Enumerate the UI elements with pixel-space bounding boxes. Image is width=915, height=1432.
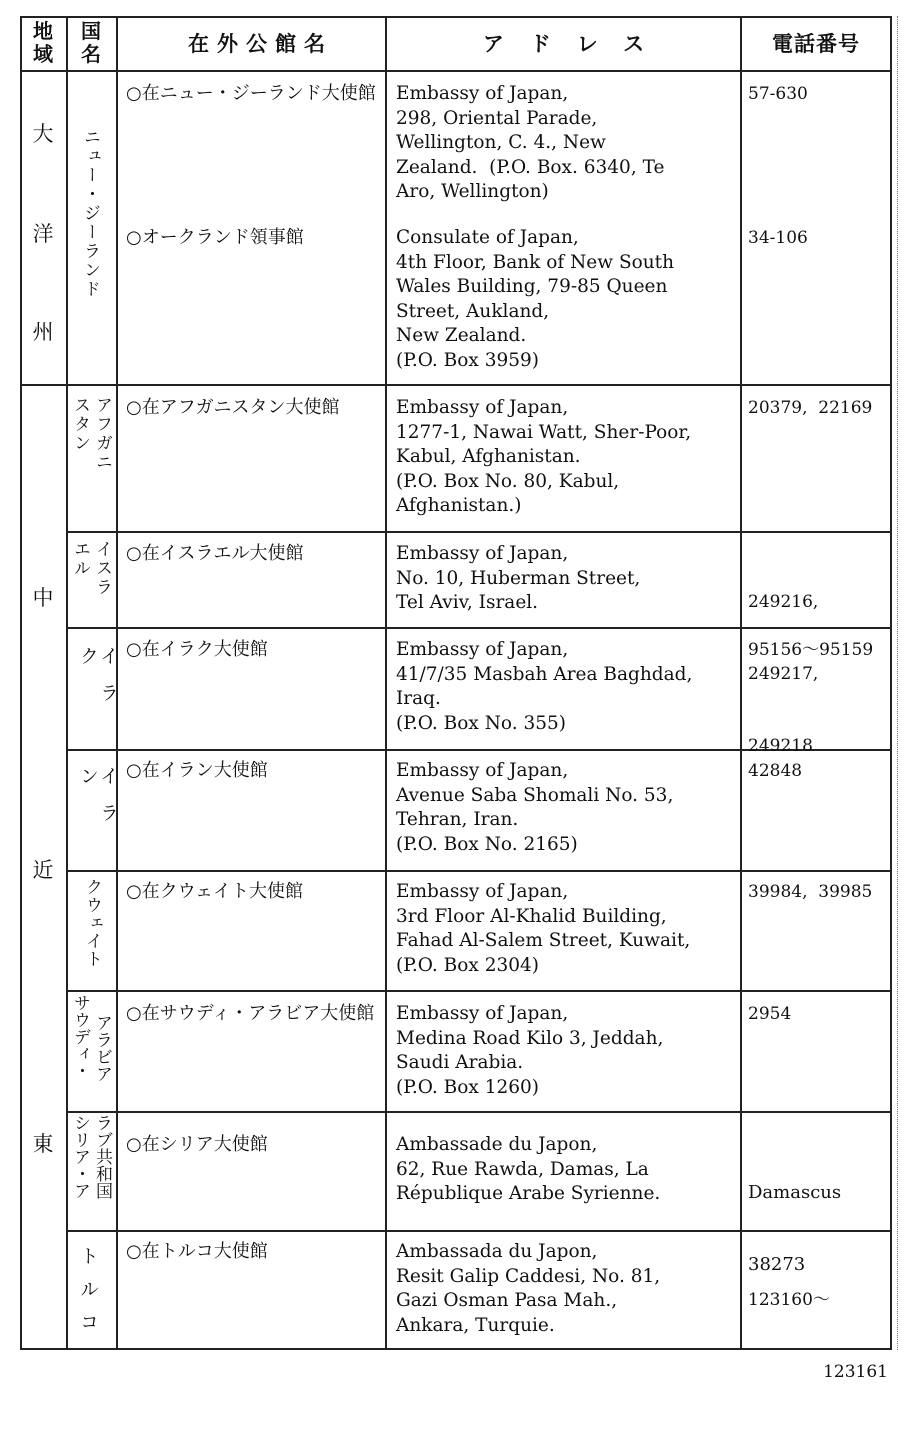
region-middle-east-char-3: 東 [32, 1132, 54, 1156]
address-saudi-arabia: Embassy of Japan, Medina Road Kilo 3, Jeddah, Saudi Arabia. (P.O. Box 1260) [396, 1003, 664, 1098]
column-divider [66, 16, 68, 1350]
mission-syria: ○在シリア大使館 [126, 1134, 268, 1155]
header-region-label: 地域 [33, 19, 54, 66]
country-iraq: イラク [77, 646, 119, 720]
address-israel: Embassy of Japan, No. 10, Huberman Street, Tel Aviv, Israel. [396, 543, 641, 613]
phone-nz-embassy: 57-630 [748, 84, 808, 104]
mission-kuwait: ○在クウェイト大使館 [126, 881, 303, 902]
header-address-label: アドレス [482, 32, 671, 56]
country-afghanistan-line-1: アフガニ [92, 396, 112, 472]
phone-israel-3: 249218 [748, 736, 813, 756]
mission-israel: ○在イスラエル大使館 [126, 543, 304, 564]
phone-afghanistan: 20379, 22169 [748, 398, 873, 418]
mission-iran: ○在イラン大使館 [126, 760, 268, 781]
address-iran: Embassy of Japan, Avenue Saba Shomali No. 53, Tehran, Iran. (P.O. Box No. 2165) [396, 760, 674, 855]
phone-kuwait: 39984, 39985 [748, 882, 873, 902]
address-syria: Ambassade du Japon, 62, Rue Rawda, Damas, La République Arabe Syrienne. [396, 1134, 661, 1204]
header-region [22, 16, 66, 70]
country-kuwait: クウェイト [82, 878, 102, 968]
phone-auckland-consulate: 34-106 [748, 228, 808, 248]
address-afghanistan: Embassy of Japan, 1277-1, Nawai Watt, Sher-Poor, Kabul, Afghanistan. (P.O. Box No. 80, Kabul, Afghanistan.) [396, 397, 692, 516]
header-country-label: 国名 [81, 19, 102, 66]
country-saudi-line-2: アラビア [92, 1014, 112, 1082]
phone-turkey-2: 123161 [823, 1362, 888, 1382]
header-phone [742, 16, 890, 70]
region-oceania-char-1: 大 [32, 122, 54, 146]
country-turkey: トルコ [77, 1246, 99, 1345]
phone-israel-1: 249216, [748, 592, 819, 612]
region-divider [20, 384, 892, 386]
region-middle-east-char-2: 近 [32, 858, 54, 882]
mission-iraq: ○在イラク大使館 [126, 639, 268, 660]
row-divider [66, 990, 892, 992]
mission-saudi-arabia: ○在サウディ・アラビア大使館 [126, 1003, 375, 1024]
phone-turkey-1: 123160～ [748, 1290, 830, 1310]
region-oceania-char-3: 州 [32, 320, 54, 344]
row-divider [66, 1111, 892, 1113]
header-mission-label: 在外公館名 [188, 32, 333, 56]
mission-nz-embassy: ○在ニュー・ジーランド大使館 [126, 83, 376, 104]
country-iran: イラン [77, 766, 119, 840]
country-saudi-line-1: サウディ・ [70, 994, 90, 1079]
mission-auckland-consulate: ○オークランド領事館 [126, 227, 304, 248]
row-divider [66, 870, 892, 872]
address-auckland-consulate: Consulate of Japan, 4th Floor, Bank of New South Wales Building, 79-85 Queen Street, Aukland, New Zealand. (P.O. Box 3959) [396, 227, 675, 371]
phone-syria-number: 38273 [748, 1254, 806, 1275]
country-syria-line-1: シリア・ア [70, 1114, 90, 1199]
address-turkey: Ambassada du Japon, Resit Galip Caddesi, No. 81, Gazi Osman Pasa Mah., Ankara, Turquie. [396, 1241, 661, 1336]
table-right-border [890, 16, 892, 1350]
mission-turkey: ○在トルコ大使館 [126, 1241, 268, 1262]
country-israel-line-1: イスラ [92, 540, 112, 597]
phone-iran: 42848 [748, 761, 803, 781]
region-oceania-char-2: 洋 [32, 222, 54, 246]
country-syria-line-2: ラブ共和国 [92, 1114, 112, 1199]
address-kuwait: Embassy of Japan, 3rd Floor Al-Khalid Building, Fahad Al-Salem Street, Kuwait, (P.O. Box 2304) [396, 881, 691, 976]
phone-israel-2: 249217, [748, 664, 819, 684]
header-mission [118, 16, 385, 70]
region-middle-east-char-1: 中 [32, 586, 54, 610]
address-nz-embassy: Embassy of Japan, 298, Oriental Parade, Wellington, C. 4., New Zealand. (P.O. Box. 6340, Te Aro, Wellington) [396, 83, 665, 202]
header-phone-label: 電話番号 [772, 32, 860, 56]
phone-iraq: 95156～95159 [748, 640, 874, 660]
header-country [68, 16, 116, 70]
page-edge-dots [897, 16, 898, 1350]
mission-afghanistan: ○在アフガニスタン大使館 [126, 397, 340, 418]
country-afghanistan-line-2: スタン [70, 396, 90, 453]
country-new-zealand: ニュー・ジーランド [80, 128, 100, 299]
header-address [387, 16, 740, 70]
header-bottom-border [20, 70, 892, 72]
country-israel-line-2: エル [70, 540, 90, 578]
phone-saudi-arabia: 2954 [748, 1004, 792, 1024]
phone-syria-city: Damascus [748, 1182, 842, 1203]
address-iraq: Embassy of Japan, 41/7/35 Masbah Area Baghdad, Iraq. (P.O. Box No. 355) [396, 639, 693, 734]
embassy-directory-table [20, 16, 892, 1382]
row-divider [66, 531, 892, 533]
phone-turkey [748, 1240, 888, 1432]
